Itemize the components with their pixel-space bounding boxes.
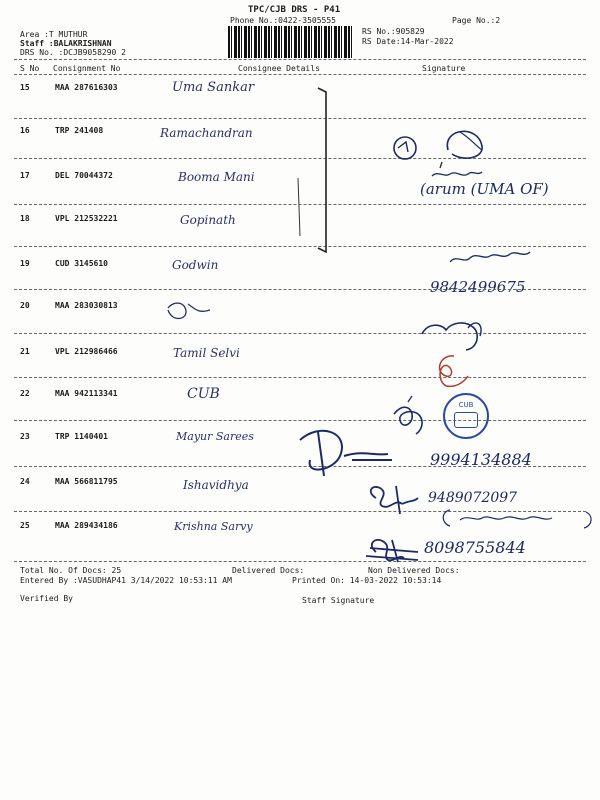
row-consignment: TRP 241408 xyxy=(55,126,104,135)
row-consignment: VPL 212986466 xyxy=(55,347,118,356)
row-consignee-name: Gopinath xyxy=(180,213,236,227)
rs-number: RS No.:905829 xyxy=(362,27,425,36)
row-consignee-name: Krishna Sarvy xyxy=(174,520,253,533)
col-consignment: Consignment No xyxy=(53,64,121,73)
row-consignee-name: Godwin xyxy=(172,258,219,272)
signature-mark xyxy=(366,540,418,562)
row-consignee-name: Mayur Sarees xyxy=(176,430,254,443)
signature-mark xyxy=(408,396,412,402)
signature-mark xyxy=(168,303,210,318)
stamp-inner xyxy=(454,412,478,428)
row-consignee-name: CUB xyxy=(187,386,220,402)
verified-by: Verified By xyxy=(20,594,73,603)
row-consignment: VPL 212532221 xyxy=(55,214,118,223)
row-consignment: MAA 566811795 xyxy=(55,477,118,486)
company-stamp xyxy=(443,393,489,439)
bracket-mark xyxy=(298,178,300,236)
non-delivered-docs: Non Delivered Docs: xyxy=(368,566,460,575)
row-sno: 16 xyxy=(20,126,30,135)
signature-mark xyxy=(398,142,408,152)
col-sno: S No xyxy=(20,64,40,73)
row-sno: 18 xyxy=(20,214,30,223)
row-consignment: MAA 289434186 xyxy=(55,521,118,530)
signature-mark xyxy=(450,252,530,262)
row-sno: 20 xyxy=(20,301,30,310)
row-consignment: CUD 3145610 xyxy=(55,259,108,268)
row-sno: 19 xyxy=(20,259,30,268)
row-sno: 25 xyxy=(20,521,30,530)
drs-number: DRS No. :DCJB9058290 2 xyxy=(20,48,126,57)
row-consignment: MAA 942113341 xyxy=(55,389,118,398)
row-sno: 23 xyxy=(20,432,30,441)
row-consignment: MAA 287616303 xyxy=(55,83,118,92)
printed-on: Printed On: 14-03-2022 10:53:14 xyxy=(292,576,442,585)
row-consignee-name: Ramachandran xyxy=(160,126,253,140)
row-sno: 24 xyxy=(20,477,30,486)
row-sno: 15 xyxy=(20,83,30,92)
delivered-docs: Delivered Docs: xyxy=(232,566,305,575)
row-consignee-name: Booma Mani xyxy=(178,170,255,184)
bracket-mark xyxy=(318,88,326,252)
col-consignee: Consignee Details xyxy=(238,64,320,73)
page-number: Page No.:2 xyxy=(452,16,501,25)
row-consignment: DEL 70044372 xyxy=(55,171,113,180)
row-phone: 9489072097 xyxy=(428,490,518,506)
signature-mark xyxy=(460,517,552,520)
row-sno: 22 xyxy=(20,389,30,398)
report-title: TPC/CJB DRS - P41 xyxy=(248,5,341,15)
signature-mark xyxy=(460,132,482,150)
row-phone: 8098755844 xyxy=(424,538,526,557)
staff-signature: Staff Signature xyxy=(302,596,375,605)
row-consignee-name: Ishavidhya xyxy=(183,478,249,492)
handwritten-note: (arum (UMA OF) xyxy=(420,180,549,198)
row-consignee-name: Tamil Selvi xyxy=(173,346,240,360)
row-consignee-name: Uma Sankar xyxy=(172,80,255,95)
phone-number: Phone No.:0422-3505555 xyxy=(230,16,336,25)
area-label: Area :T MUTHUR xyxy=(20,30,88,39)
stamp-text: CUB xyxy=(458,401,474,409)
signature-mark xyxy=(440,356,468,387)
signature-mark xyxy=(432,162,482,176)
row-phone: 9994134884 xyxy=(430,450,532,469)
rs-date: RS Date:14-Mar-2022 xyxy=(362,37,454,46)
col-signature: Signature xyxy=(422,64,466,73)
signature-mark xyxy=(443,510,591,528)
signature-mark xyxy=(394,407,422,434)
row-phone: 9842499675 xyxy=(430,278,526,296)
row-consignment: TRP 1140401 xyxy=(55,432,108,441)
signature-mark xyxy=(300,431,392,476)
signature-mark xyxy=(394,137,416,159)
entered-by: Entered By :VASUDHAP41 3/14/2022 10:53:11 AM xyxy=(20,576,232,585)
total-docs: Total No. Of Docs: 25 xyxy=(20,566,122,575)
row-sno: 17 xyxy=(20,171,30,180)
signature-mark xyxy=(371,486,418,514)
row-consignment: MAA 283030813 xyxy=(55,301,118,310)
staff-label: Staff :BALAKRISHNAN xyxy=(20,39,112,48)
row-sno: 21 xyxy=(20,347,30,356)
